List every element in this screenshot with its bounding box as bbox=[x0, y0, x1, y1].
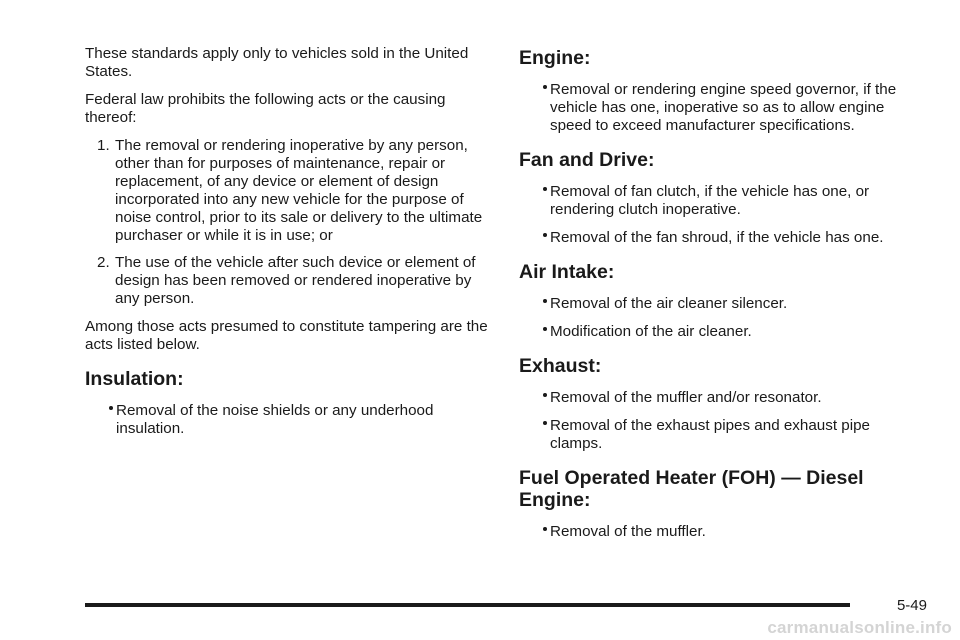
closing-paragraph: Among those acts presumed to constitute tampering are the acts listed below. bbox=[85, 318, 488, 353]
item-number: 2. bbox=[97, 254, 110, 271]
fuel-operated-heater-heading: Fuel Operated Heater (FOH) — Diesel Engine: bbox=[519, 467, 864, 511]
item-text: Modification of the air cleaner. bbox=[550, 323, 752, 340]
engine-heading: Engine: bbox=[519, 47, 591, 69]
bullet-icon bbox=[543, 187, 547, 191]
intro-paragraph: Federal law prohibits the following acts or the causing thereof: bbox=[85, 91, 446, 126]
bullet-icon bbox=[543, 527, 547, 531]
list-item bbox=[85, 254, 495, 308]
item-text: Removal or rendering engine speed governor, if the vehicle has one, inoperative so as to allow engine speed to exceed manufacturer specifications. bbox=[550, 81, 897, 134]
list-item bbox=[519, 229, 919, 247]
item-text: Removal of the muffler. bbox=[550, 523, 706, 540]
bullet-icon bbox=[543, 393, 547, 397]
item-number: 1. bbox=[97, 137, 110, 154]
air-intake-list bbox=[519, 295, 919, 341]
fan-and-drive-list bbox=[519, 183, 919, 247]
bullet-icon bbox=[543, 421, 547, 425]
item-text: The removal or rendering inoperative by any person, other than for purposes of maintenance, repair or replacement, of any device or element of design incorporated into any new vehicle for the purpose of noise control, prior to its sale or delivery to the ultimate purchaser or while it is in use; or bbox=[115, 137, 483, 244]
list-item bbox=[519, 323, 919, 341]
item-text: Removal of the air cleaner silencer. bbox=[550, 295, 788, 312]
list-item bbox=[85, 137, 495, 245]
item-text: The use of the vehicle after such device or element of design has been removed or rendered inoperative by any person. bbox=[115, 254, 476, 307]
bullet-icon bbox=[543, 327, 547, 331]
list-item bbox=[519, 523, 919, 541]
fan-and-drive-heading: Fan and Drive: bbox=[519, 149, 655, 171]
intro-paragraph: These standards apply only to vehicles sold in the United States. bbox=[85, 45, 469, 80]
footer-rule bbox=[85, 603, 850, 607]
left-column bbox=[85, 45, 495, 448]
list-item bbox=[519, 81, 919, 135]
page-number: 5-49 bbox=[896, 597, 927, 614]
bullet-icon bbox=[543, 233, 547, 237]
prohibited-acts-list bbox=[85, 137, 495, 308]
item-text: Removal of the noise shields or any underhood insulation. bbox=[116, 402, 434, 437]
list-item bbox=[519, 389, 919, 407]
bullet-icon bbox=[543, 299, 547, 303]
item-text: Removal of the muffler and/or resonator. bbox=[550, 389, 822, 406]
insulation-list bbox=[85, 402, 495, 438]
list-item bbox=[519, 183, 919, 219]
list-item bbox=[519, 417, 919, 453]
right-column bbox=[519, 47, 919, 551]
fuel-operated-heater-list bbox=[519, 523, 919, 541]
bullet-icon bbox=[109, 406, 113, 410]
air-intake-heading: Air Intake: bbox=[519, 261, 615, 283]
item-text: Removal of the fan shroud, if the vehicle has one. bbox=[550, 229, 884, 246]
bullet-icon bbox=[543, 85, 547, 89]
exhaust-list bbox=[519, 389, 919, 453]
item-text: Removal of fan clutch, if the vehicle has one, or rendering clutch inoperative. bbox=[550, 183, 870, 218]
list-item bbox=[519, 295, 919, 313]
list-item bbox=[85, 402, 495, 438]
item-text: Removal of the exhaust pipes and exhaust pipe clamps. bbox=[550, 417, 870, 452]
engine-list bbox=[519, 81, 919, 135]
watermark: carmanualsonline.info bbox=[767, 618, 952, 637]
exhaust-heading: Exhaust: bbox=[519, 355, 602, 377]
insulation-heading: Insulation: bbox=[85, 368, 184, 390]
